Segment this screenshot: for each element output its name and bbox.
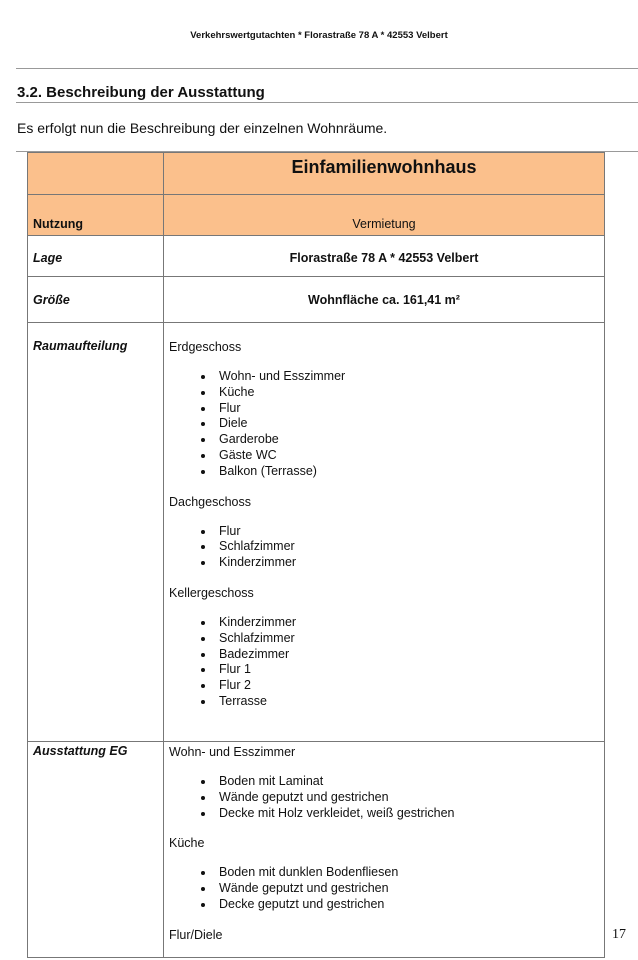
list-item: • Boden mit Laminat [215, 774, 599, 790]
list-item: • Flur [215, 524, 599, 540]
list-item: • Terrasse [215, 694, 599, 710]
list-item: • Decke mit Holz verkleidet, weiß gestrichen [215, 806, 599, 822]
intro-text: Es erfolgt nun die Beschreibung der einzelnen Wohnräume. [17, 120, 388, 136]
list-item: • Flur 2 [215, 678, 599, 694]
list-item: • Boden mit dunklen Bodenfliesen [215, 865, 599, 881]
lage-label: Lage [28, 236, 164, 277]
ausstattung-eg-label: Ausstattung EG [28, 742, 164, 958]
groesse-value: Wohnfläche ca. 161,41 m² [164, 277, 605, 323]
table-row [28, 195, 605, 236]
divider [16, 102, 638, 103]
list-item: • Wohn- und Esszimmer [215, 369, 599, 385]
nutzung-value: Vermietung [164, 195, 605, 236]
table-header-row [28, 153, 605, 195]
ausstattung-eg-content [164, 742, 605, 958]
raumaufteilung-label: Raumaufteilung [28, 323, 164, 742]
list-item: • Balkon (Terrasse) [215, 464, 599, 480]
section-title: 3.2. Beschreibung der Ausstattung [17, 84, 265, 101]
empty-cell [28, 153, 164, 195]
table-row [28, 742, 605, 958]
list-item: • Schlafzimmer [215, 539, 599, 555]
nutzung-label: Nutzung [28, 195, 164, 236]
bullet-list [169, 615, 599, 710]
list-item: • Gäste WC [215, 448, 599, 464]
table-row [28, 277, 605, 323]
table-row [28, 323, 605, 742]
list-item: • Schlafzimmer [215, 631, 599, 647]
bullet-list [169, 774, 599, 821]
table-title: Einfamilienwohnhaus [164, 153, 605, 195]
page-number: 17 [612, 927, 626, 942]
list-item: • Flur [215, 401, 599, 417]
list-item: • Garderobe [215, 432, 599, 448]
list-item: • Decke geputzt und gestrichen [215, 897, 599, 913]
bullet-list [169, 524, 599, 571]
group-title: Wohn- und Esszimmer [169, 745, 296, 759]
group-title: Dachgeschoss [169, 494, 251, 509]
groesse-label: Größe [28, 277, 164, 323]
lage-value: Florastraße 78 A * 42553 Velbert [164, 236, 605, 277]
group-title: Erdgeschoss [169, 340, 242, 354]
group-title: Flur/Diele [169, 927, 223, 942]
list-item: • Flur 1 [215, 662, 599, 678]
group-title: Küche [169, 836, 205, 851]
table-row [28, 236, 605, 277]
running-header: Verkehrswertgutachten * Florastraße 78 A * 42553 Velbert [190, 30, 448, 41]
list-item: • Wände geputzt und gestrichen [215, 790, 599, 806]
list-item: • Küche [215, 385, 599, 401]
list-item: • Badezimmer [215, 647, 599, 663]
list-item: • Wände geputzt und gestrichen [215, 881, 599, 897]
list-item: • Diele [215, 416, 599, 432]
bullet-list [169, 369, 599, 480]
bullet-list [169, 865, 599, 912]
divider [16, 68, 638, 69]
group-title: Kellergeschoss [169, 585, 254, 600]
description-table [27, 152, 605, 958]
list-item: • Kinderzimmer [215, 555, 599, 571]
raumaufteilung-content [164, 323, 605, 742]
list-item: • Kinderzimmer [215, 615, 599, 631]
